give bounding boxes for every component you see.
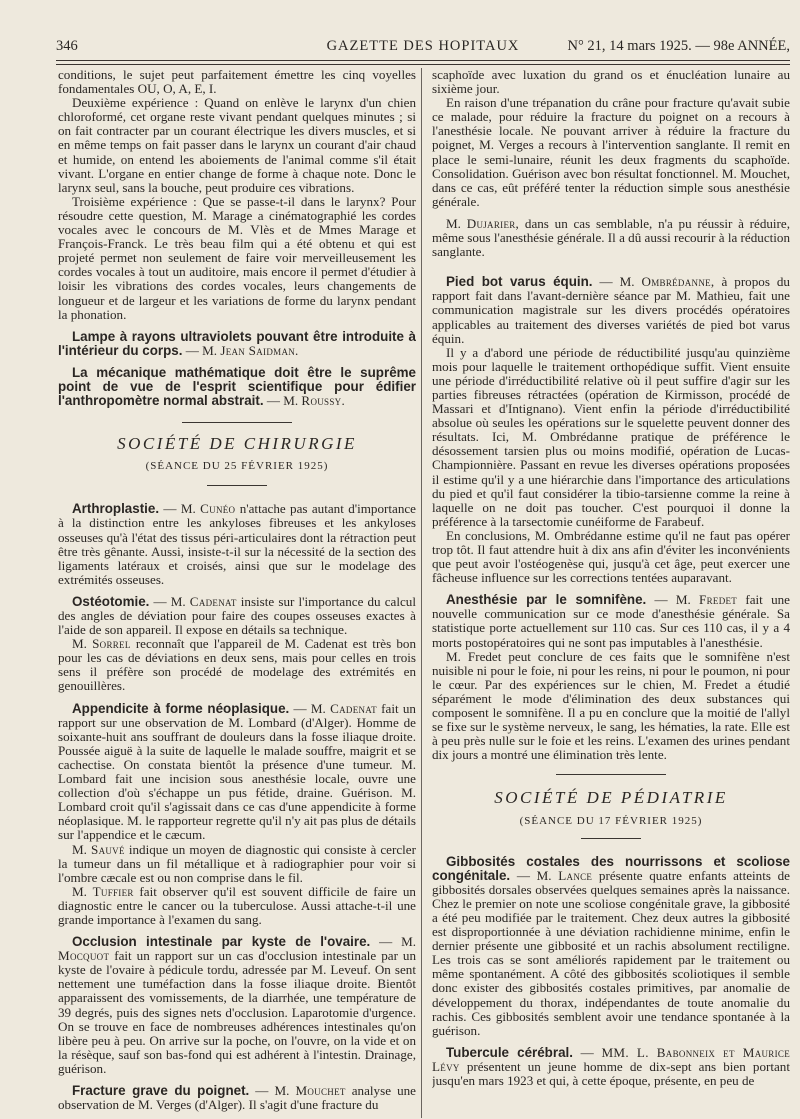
society-title: SOCIÉTÉ DE CHIRURGIE — [117, 434, 357, 454]
entry-title: Anesthésie par le somnifène. — [446, 592, 647, 608]
author-name: Mocquot — [58, 948, 110, 964]
entry-appendicite: Appendicite à forme néoplasique. — M. Cadenat fait un rapport sur une observation de M. Lombard (d'Alger). Homme de soixante-huit ans souffrant de douleurs dans la fosse iliaque droite. Poussée aiguë à la suite de laquelle le malade souffre, maigrit et se cachectise. On constata bientôt la présence d'une tumeur. M. Lombard fait une incision sous anesthésie locale, ouvre une collection d'où s'échappe un pus fétide, draine. Guérison. M. Lombard croit qu'il s'agissait dans ce cas d'une appendicite à forme néoplasique. M. le rapporteur regrette qu'il n'y ait pas plus de détails sur l'appendice et le cæcum. — [58, 700, 416, 843]
entry-gibbosites: Gibbosités costales des nourrissons et scoliose congénitale. — M. Lance présente quatre enfants atteints de gibbosités dorsales observées quelques semaines après la naissance. Chez le premier on note une scoliose congénitale grave, la gibbosité a été peu modifiée par le traitement. Chez deux autres la gibbosité est disproportionnée à une déviation rachidienne minime, enfin le dernier présente une gibbosité et un rachis absolument rectiligne. Les trois cas se sont améliorés rapidement par le traitement ou même spontanément. A côté des gibbosités scoliotiques il semble donc exister des gibbosités costales primitives, par anomalie de développement du thorax, indépendantes de toute anomalie du rachis. Ces gibbosités semblent avoir une tendance spontanée à la guérison. — [432, 853, 790, 1038]
entry-title: Occlusion intestinale par kyste de l'ovaire. — [72, 934, 371, 950]
entry-text: dans un cas semblable, n'a pu réussir à réduire, même sous l'anesthésie générale. Il a dû aussi recourir à la réduction sanglante. — [432, 215, 790, 260]
section-rule — [581, 838, 641, 839]
society-title: SOCIÉTÉ DE PÉDIATRIE — [494, 788, 728, 808]
paragraph: Troisième expérience : Que se passe-t-il dans le larynx? Pour résoudre cette question, M. Marage a cinématographié les cordes vocales avec le concours de M. Vlès et de Mmes Marage et François-Franck. Le très beau film qui a été obtenu et qui est projeté permet non seulement de faire voir merveilleusement les cordes vocales à tout un auditoire, mais encore il permet d'étudier à loisir les vibrations des cordes vocales, leurs changements de longueur et de largeur et les variations de forme du larynx pendant la phonation. — [58, 193, 416, 322]
right-column — [432, 68, 790, 1118]
entry-title: Appendicite à forme néoplasique. — [72, 700, 290, 716]
header-rule — [56, 60, 790, 61]
author-name: Jean Saidman. — [220, 342, 299, 358]
section-heading — [58, 434, 416, 473]
author-name: Fredet — [699, 592, 738, 608]
paragraph: M. Dujarier, dans un cas semblable, n'a pu réussir à réduire, même sous l'anesthésie générale. Il a dû aussi recourir à la réduction sanglante. — [432, 215, 790, 260]
paragraph: Il y a d'abord une période de réductibilité jusqu'au quinzième mois pour laquelle le traitement orthopédique suffit. Vient ensuite une période d'irréductibilité relative où il peut suffire d'agir sur les parties fibreuses rétractées (opération de Kirmisson, procédé de Massari et d'Intignano). Vient enfin la période d'irréductibilité absolue où seules les opérations sur le squelette peuvent donner des résultats. Ici, M. Ombrédanne pratique de préférence le désossement tarsien plus ou moins modifié, opération de Lucas-Championnière. Passant en revue les diverses opérations proposées il estime qu'il y a une hiérarchie dans l'importance des articulations du pied et qu'il faut considérer la tibio-tarsienne comme la reine à laquelle on ne doit pas toucher. C'est pourquoi il donne la préférence à la tarsectomie cunéiforme de Farabeuf. — [432, 344, 790, 529]
entry-pied-bot: Pied bot varus équin. — M. Ombrédanne, à propos du rapport fait dans l'avant-dernière séance par M. Mathieu, fait une communication magistrale sur les divers procédés opératoires applicables au traitement des diverses variétés de pied bot varus équin. — [432, 274, 790, 346]
entry-lampe: Lampe à rayons ultraviolets pouvant être introduite à l'intérieur du corps. — M. Jean Saidman. — [58, 328, 416, 358]
left-column — [58, 68, 416, 1118]
session-date: (SÉANCE DU 17 FÉVRIER 1925) — [519, 814, 703, 827]
section-rule — [182, 422, 292, 423]
entry-title: La mécanique mathématique doit être le suprême point de vue de l'esprit scientifique pour édifier l'anthropomètre normal abstrait. — [58, 364, 416, 409]
entry-text: à propos du rapport fait dans l'avant-dernière séance par M. Mathieu, fait une communication magistrale sur les divers procédés opératoires applicables au traitement des diverses variétés de pied bot varus équin. — [432, 274, 790, 346]
author-name: Roussy. — [301, 393, 346, 409]
author-name: Sauvé — [91, 841, 125, 857]
author-name: MM. L. Babonneix et Maurice Lévy — [432, 1044, 790, 1074]
author-name: Sorrel — [92, 636, 131, 652]
entry-title: Arthroplastie. — [72, 501, 160, 517]
entry-title: Ostéotomie. — [72, 593, 150, 609]
paragraph: Deuxième expérience : Quand on enlève le larynx d'un chien chloroformé, cet organe reste vivant pendant quelques minutes ; si on fait contracter par un courant électrique les divers muscles, et si en même temps on fait passer dans le larynx un courant d'air chaud et humide, on entend les aboiements de l'animal comme s'il était vivant. L'organe en entier change de forme à chaque note. Donc le larynx seul, sans la bouche, peut produire ces vibrations. — [58, 95, 416, 195]
session-date: (SÉANCE DU 25 FÉVRIER 1925) — [145, 460, 329, 473]
entry-text: présente quatre enfants atteints de gibbosités dorsales observées quelques semaines après la naissance. Chez le premier on note une scoliose congénitale grave, la gibbosité a été peu modifiée par le traitement. Chez deux autres la gibbosité est disproportionnée à une déviation rachidienne minime, enfin le dernier présente une gibbosité et un rachis absolument rectiligne. Les trois cas se sont améliorés rapidement par le traitement ou même spontanément. A côté des gibbosités scoliotiques il semble donc exister des gibbosités costales primitives, par anomalie de développement du thorax, indépendantes de toute anomalie du rachis. Ces gibbosités semblent avoir une tendance spontanée à la guérison. — [432, 867, 790, 1038]
paragraph: M. Fredet peut conclure de ces faits que le somnifène n'est nuisible ni pour le foie, ni pour les reins, ni pour le poumon, ni pour le cœur. Par des expériences sur le chien, M. Fredet a étudié séparément le mode d'élimination des deux substances qui composent le somnifène. Il a pu en conclure que la moitié de l'allyl se fixe sur le système nerveux, le sang, les hématies, la rate. Elle est à peu près nulle sur le foie et les reins. L'examen des urines pendant dix jours a montré une élimination très lente. — [432, 648, 790, 763]
entry-title: Tubercule cérébral. — [446, 1044, 573, 1060]
author-name: Cunéo — [200, 501, 236, 517]
entry-text: fait un rapport sur un cas d'occlusion intestinale par un kyste de l'ovaire à pédicule tordu, adressée par M. Leveuf. On sent nettement une tuméfaction dans la fosse iliaque droite. Bientôt apparaissent des vomissements, de la diarrhée, une température de 39 degrés, puis des signes nets d'occlusion. Laparotomie d'urgence. On se trouve en face de nombreuses adhérences intestinales qu'on libère peu à peu. On arrive sur la poche, on l'ouvre, on la vide et on la résèque, sauf son bas-fond qui est adhérent à l'intestin. Drainage, guérison. — [58, 948, 416, 1076]
entry-text: indique un moyen de diagnostic qui consiste à cercler la tumeur dans un fil métallique et à radiographier pour voir si l'ombre cæcale est ou non comprise dans le fil. — [58, 841, 416, 885]
entry-text: insiste sur l'importance du calcul des angles de déviation pour faire des coupes osseuses exactes à l'aide de son appareil. Il expose en détails sa technique. — [58, 593, 416, 638]
entry-text: fait observer qu'il est souvent difficile de faire un diagnostic entre le cancer ou la tuberculose. Aussi attache-t-il une grande importance à l'examen du sang. — [58, 883, 416, 927]
column-divider — [421, 68, 422, 1118]
entry-text: fait une nouvelle communication sur ce mode d'anesthésie générale. Sa statistique porte actuellement sur 110 cas. Sur ces 110 cas, il y a 4 morts postopératoires qui ne sont pas imputables à l'anesthésie. — [432, 592, 790, 650]
entry-osteotomie: Ostéotomie. — M. Cadenat insiste sur l'importance du calcul des angles de déviation pour faire des coupes osseuses exactes à l'aide de son appareil. Il expose en détails sa technique. — [58, 593, 416, 638]
entry-occlusion: Occlusion intestinale par kyste de l'ovaire. — M. Mocquot fait un rapport sur un cas d'occlusion intestinale par un kyste de l'ovaire à pédicule tordu, adressée par M. Leveuf. On sent nettement une tuméfaction dans la fosse iliaque droite. Bientôt apparaissent des vomissements, de la diarrhée, une température de 39 degrés, puis des signes nets d'occlusion. Laparotomie d'urgence. On se trouve en face de nombreuses adhérences intestinales qu'on libère peu à peu. On arrive sur la poche, on l'ouvre, on la vide et on la résèque, sauf son bas-fond qui est adhérent à l'intestin. Drainage, guérison. — [58, 934, 416, 1076]
author-name: Dujarier, — [466, 215, 520, 231]
entry-mecanique: La mécanique mathématique doit être le suprême point de vue de l'esprit scientifique pour édifier l'anthropomètre normal abstrait. — M. Roussy. — [58, 364, 416, 409]
author-name: Lance — [558, 867, 593, 883]
section-rule — [556, 774, 666, 775]
paragraph: M. Sorrel reconnaît que l'appareil de M. Cadenat est très bon pour les cas de déviations en deux sens, mais pour celles en trois sens il préfère son procédé de modelage des extrémités en genouillères. — [58, 636, 416, 694]
entry-tubercule: Tubercule cérébral. — MM. L. Babonneix et Maurice Lévy présentent un jeune homme de dix-sept ans bien portant jusqu'en mars 1923 et qui, à cette époque, présente, en peu de — [432, 1044, 790, 1088]
author-name: Cadenat — [330, 700, 377, 716]
issue-info: N° 21, 14 mars 1925. — 98e ANNÉE, — [567, 38, 790, 54]
author-name: Mouchet — [295, 1083, 346, 1098]
entry-text: présentent un jeune homme de dix-sept ans bien portant jusqu'en mars 1923 et qui, à cette époque, présente, en peu de — [432, 1058, 790, 1088]
author-name: Ombrédanne, — [641, 274, 715, 290]
entry-fracture: Fracture grave du poignet. — M. Mouchet analyse une observation de M. Verges (d'Alger). Il s'agit d'une fracture du — [58, 1083, 416, 1113]
header-rule-thin — [56, 64, 790, 65]
paragraph: scaphoïde avec luxation du grand os et énucléation lunaire au sixième jour. — [432, 68, 790, 97]
paragraph: En conclusions, M. Ombrédanne estime qu'il ne faut pas opérer trop tôt. Il faut attendre huit à dix ans afin d'éviter les inconvénients que peut avoir l'ostéogenèse qui, jusqu'à cet âge, peut exercer une fâcheuse influence sur les corrections tentées auparavant. — [432, 527, 790, 586]
entry-text: reconnaît que l'appareil de M. Cadenat est très bon pour les cas de déviations en deux sens, mais pour celles en trois sens il préfère son procédé de modelage des extrémités en genouillères. — [58, 636, 416, 694]
author-name: Tuffier — [92, 883, 134, 899]
entry-anesthesie: Anesthésie par le somnifène. — M. Fredet fait une nouvelle communication sur ce mode d'anesthésie générale. Sa statistique porte actuellement sur 110 cas. Sur ces 110 cas, il y a 4 morts postopératoires qui ne sont pas imputables à l'anesthésie. — [432, 592, 790, 650]
section-heading — [432, 788, 790, 827]
entry-title: Fracture grave du poignet. — [72, 1083, 250, 1098]
entry-text: n'attache pas autant d'importance à la distinction entre les ankyloses fibreuses et les ankyloses osseuses qu'à l'état des tissus péri-articulaires dont la rétraction peut être très gênante. Aussi, insiste-t-il sur la nécessité de la section des ligaments latéraux et croisés, ainsi que sur le modelage des extrémités osseuses. — [58, 501, 416, 587]
entry-text: analyse une observation de M. Verges (d'Alger). Il s'agit d'une fracture du — [58, 1083, 416, 1113]
entry-title: Gibbosités costales des nourrissons et scoliose congénitale. — [432, 853, 790, 883]
paragraph: M. Sauvé indique un moyen de diagnostic qui consiste à cercler la tumeur dans un fil métallique et à radiographier pour voir si l'ombre cæcale est ou non comprise dans le fil. — [58, 841, 416, 885]
entry-title: Lampe à rayons ultraviolets pouvant être introduite à l'intérieur du corps. — [58, 328, 416, 358]
journal-title: GAZETTE DES HOPITAUX — [326, 38, 520, 54]
paragraph: conditions, le sujet peut parfaitement émettre les cinq voyelles fondamentales OU, O, A, E, I. — [58, 68, 416, 97]
author-name: Cadenat — [189, 593, 237, 609]
page-header — [56, 36, 790, 58]
entry-title: Pied bot varus équin. — [446, 274, 593, 290]
paragraph: M. Tuffier fait observer qu'il est souvent difficile de faire un diagnostic entre le cancer ou la tuberculose. Aussi attache-t-il une grande importance à l'examen du sang. — [58, 883, 416, 927]
section-rule — [207, 485, 267, 486]
entry-text: fait un rapport sur une observation de M. Lombard (d'Alger). Homme de soixante-huit ans souffrant de douleurs dans la fosse iliaque droite. Poussée aiguë à la suite de laquelle le malade souffre, maigrit et se cachectise. On constata bientôt la présence d'une tumeur. M. Lombard fait une incision sous anesthésie locale, ouvre une collection d'où s'échappe un pus fétide, draine. Guérison. M. Lombard croit qu'il s'agissait dans ce cas d'une appendicite à forme néoplasique. M. le rapporteur regrette qu'il n'y ait pas plus de détails sur l'appendice et le cæcum. — [58, 700, 416, 843]
entry-arthroplastie: Arthroplastie. — M. Cunéo n'attache pas autant d'importance à la distinction entre les ankyloses fibreuses et les ankyloses osseuses qu'à l'état des tissus péri-articulaires dont la rétraction peut être très gênante. Aussi, insiste-t-il sur la nécessité de la section des ligaments latéraux et croisés, ainsi que sur le modelage des extrémités osseuses. — [58, 501, 416, 587]
page-number: 346 — [56, 38, 78, 54]
paragraph: En raison d'une trépanation du crâne pour fracture qu'avait subie ce malade, pour réduire la fracture du poignet on a recours à l'anesthésie locale. Ne pouvant arriver à réduire la fracture du poignet, M. Verges a recours à l'intervention sanglante. Il remit en place le semi-lunaire, réunit les deux fragments du scaphoïde. Consolidation. Guérison avec bon résultat fonctionnel. M. Mouchet, dans ce cas, eût préféré tenter la réduction simple sous anesthésie générale. — [432, 95, 790, 209]
